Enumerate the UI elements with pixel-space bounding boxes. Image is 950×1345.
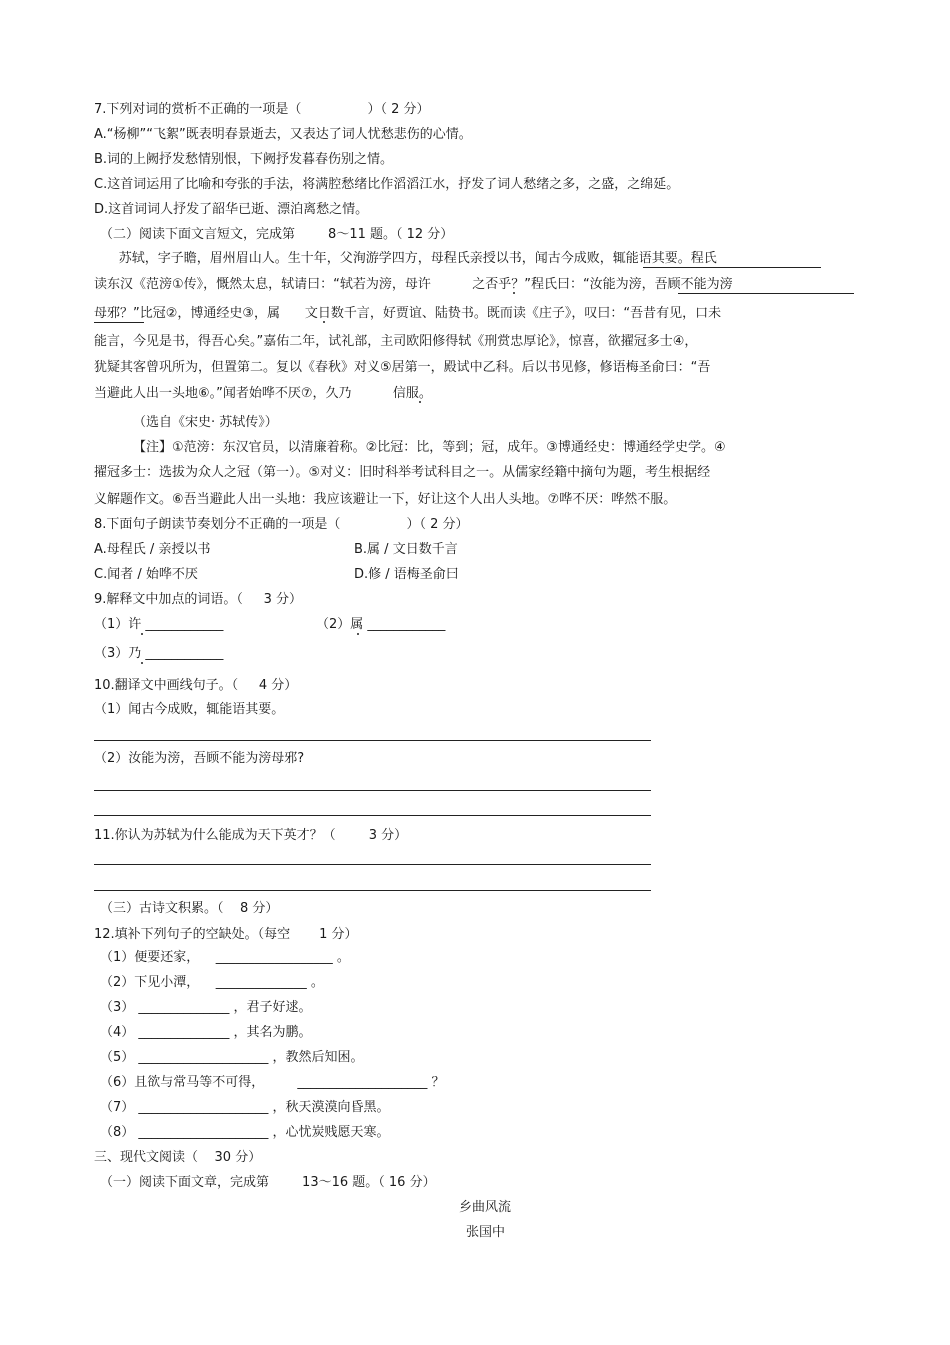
q7-option-c: C.这首词运用了比喻和夸张的手法，将满腔愁绪比作滔滔江水，抒发了词人愁绪之多，之盛，之绵延。 [94,177,680,192]
q12-item: （6）且欲与常马等不可得， ____________________ ？ [100,1075,445,1090]
passage-line: 能言，今见是书，得吾心矣。”嘉佑二年，试礼部，主司欧阳修得轼《刑赏忠厚论》，惊喜，欲擢冠多士④， [94,334,698,349]
q7-stem: 7.下列对词的赏析不正确的一项是（ ）（ 2 分） [94,102,430,117]
answer-line[interactable] [94,790,651,791]
passage-line: 苏轼，字子瞻，眉州眉山人。生十年，父洵游学四方，母程氏亲授以书，闻古今成败，辄能语其要。程氏 [94,251,717,266]
q7-option-d: D.这首词词人抒发了韶华已逝、漂泊离愁之情。 [94,202,369,217]
q10-item-1: （1）闻古今成败，辄能语其要。 [94,702,285,717]
q8-option-c: C.闻者 / 始哗不厌 [94,567,198,582]
note-line: 擢冠多士：选拔为众人之冠（第一）。⑤对义：旧时科举考试科目之一。从儒家经籍中摘句为题，考生根据经 [94,465,711,480]
q7-option-a: A.“杨柳”“飞絮”既表明春景逝去，又表达了词人忧愁悲伤的心情。 [94,127,472,142]
q8-option-a: A.母程氏 / 亲授以书 [94,542,211,557]
q12-item: （4） ______________ ，其名为鹏。 [100,1025,312,1040]
note-line: 义解题作文。⑥吾当避此人出一头地：我应该避让一下，好让这个人出人头地。⑦哗不厌：哗然不服。 [94,492,677,507]
q9-item-3: （3）乃 ____________ [94,646,224,661]
passage-line: 母邪？”比冠②，博通经史③，属 文日数千言，好贾谊、陆贽书。既而读《庄子》，叹曰：“吾昔有见，口未 [94,306,722,321]
underline [678,293,854,294]
underline [94,322,144,323]
q10-item-2: （2）汝能为滂，吾顾不能为滂母邪? [94,751,305,766]
article-title: 乡曲风流 [459,1200,512,1215]
q11-stem: 11.你认为苏轼为什么能成为天下英才？（ 3 分） [94,828,408,843]
q8-stem: 8.下面句子朗读节奏划分不正确的一项是（ ）（ 2 分） [94,517,469,532]
article-author: 张国中 [466,1225,506,1240]
q10-stem: 10.翻译文中画线句子。（ 4 分） [94,678,298,693]
answer-line[interactable] [94,740,651,741]
part-3-heading: 三、现代文阅读（ 30 分） [94,1150,262,1165]
q9-item-1: （1）许 ____________ [94,617,224,632]
q9-item-2: （2）属 ____________ [316,617,446,632]
passage-source: （选自《宋史· 苏轼传》） [133,415,278,430]
emphasis-dot [141,662,143,664]
answer-line[interactable] [94,815,651,816]
q12-stem: 12.填补下列句子的空缺处。（每空 1 分） [94,927,358,942]
q8-option-b: B.属 / 文日数千言 [354,542,458,557]
q12-item: （7） ____________________ ，秋天漠漠向昏黑。 [100,1100,390,1115]
q7-option-b: B.词的上阙抒发愁情别恨，下阙抒发暮春伤别之情。 [94,152,394,167]
emphasis-dot [357,633,359,635]
section-2-heading: （二）阅读下面文言短文，完成第 8～11 题。（ 12 分） [100,227,454,242]
emphasis-dot [141,633,143,635]
passage-line: 读东汉《范滂①传》，慨然太息，轼请曰：“轼若为滂，母许 之否乎？”程氏曰：“汝能为滂，吾顾不能为滂 [94,277,733,292]
q12-item: （1）便要还家， __________________ 。 [100,950,350,965]
q12-item: （8） ____________________ ，心忧炭贱愿天寒。 [100,1125,390,1140]
underline [643,267,821,268]
note-line: 【注】①范滂：东汉官员，以清廉着称。②比冠：比，等到；冠，成年。③博通经史：博通经学史学。④ [133,440,726,455]
passage-line: 当避此人出一头地⑥。”闻者始哗不厌⑦，久乃 信服。 [94,386,432,401]
answer-line[interactable] [94,890,651,891]
emphasis-dot [323,321,325,323]
emphasis-dot [419,401,421,403]
emphasis-dot [513,292,515,294]
part-3-subheading: （一）阅读下面文章，完成第 13～16 题。（ 16 分） [100,1175,436,1190]
answer-line[interactable] [94,864,651,865]
q12-item: （2）下见小潭， ______________ 。 [100,975,324,990]
q12-item: （3） ______________ ，君子好逑。 [100,1000,312,1015]
section-3-heading: （三）古诗文积累。（ 8 分） [100,901,279,916]
q8-option-d: D.修 / 语梅圣俞曰 [354,567,459,582]
q9-stem: 9.解释文中加点的词语。（ 3 分） [94,592,302,607]
q12-item: （5） ____________________ ，教然后知困。 [100,1050,364,1065]
passage-line: 犹疑其客曾巩所为，但置第二。复以《春秋》对义⑤居第一，殿试中乙科。后以书见修，修语梅圣俞曰：“吾 [94,360,711,375]
